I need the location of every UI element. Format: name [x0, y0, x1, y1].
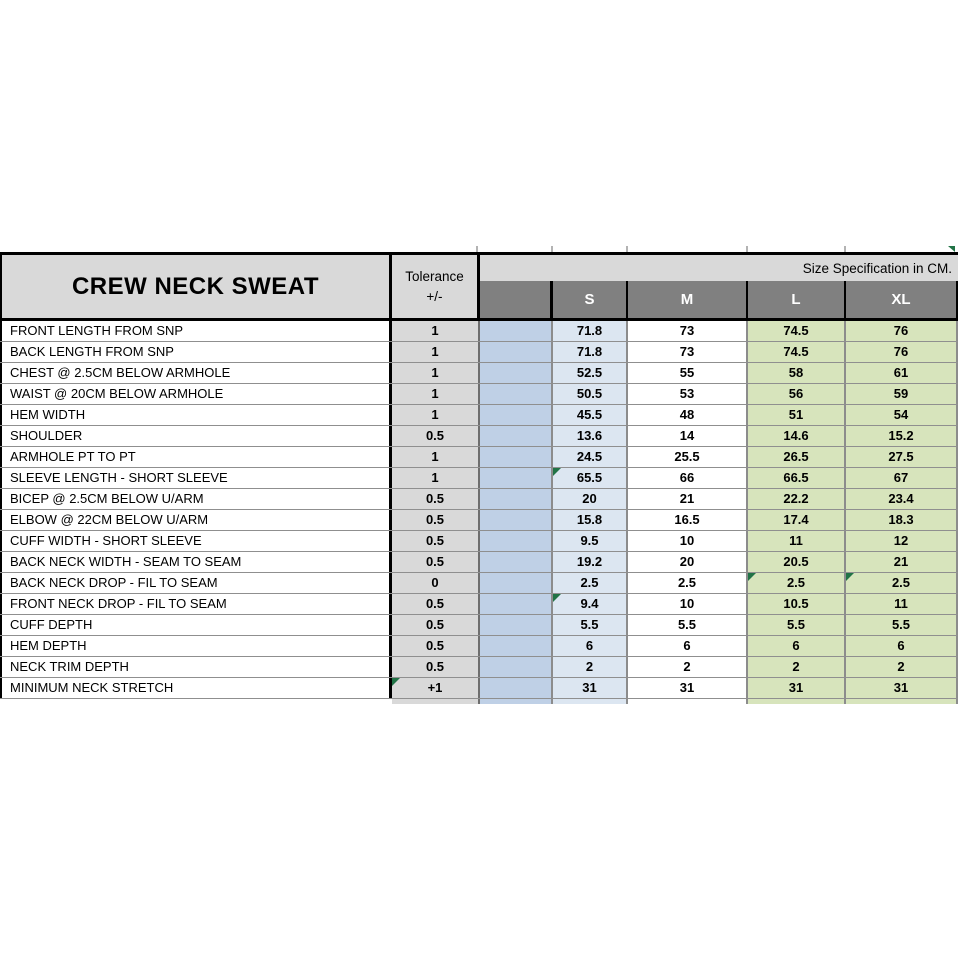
cell-text: 0.5 [425, 617, 445, 632]
size-value-cell-l[interactable] [748, 636, 846, 656]
spacer-cell[interactable] [480, 615, 553, 635]
cell-text: 19.2 [576, 554, 603, 569]
cell-text: 23.4 [888, 491, 914, 506]
size-spec-band-label: Size Specification in CM. [802, 260, 952, 276]
spacer-cell[interactable] [480, 657, 553, 677]
tolerance-cell[interactable] [392, 468, 480, 488]
cell-text: 6 [792, 638, 800, 653]
size-value-cell-s[interactable] [553, 615, 628, 635]
spacer-cell[interactable] [480, 384, 553, 404]
spec-label-cell[interactable] [0, 615, 392, 635]
spacer-cell[interactable] [480, 573, 553, 593]
tolerance-header-line2: +/- [426, 288, 443, 304]
cell-text: 15.8 [576, 512, 603, 527]
cell-text: 5.5 [786, 617, 806, 632]
size-value-cell-l[interactable] [748, 321, 846, 341]
spacer-cell[interactable] [480, 678, 553, 698]
spec-row [0, 552, 958, 573]
cell-text: 73 [679, 344, 695, 359]
spec-label-cell[interactable] [0, 489, 392, 509]
size-value-cell-xl[interactable] [846, 615, 958, 635]
cell-text: 20 [679, 554, 695, 569]
cell-text: 5.5 [891, 617, 911, 632]
cell-text: 5.5 [677, 617, 697, 632]
cell-text: 27.5 [888, 449, 914, 464]
size-value-cell-l[interactable] [748, 489, 846, 509]
cell-text: HEM WIDTH [10, 407, 86, 422]
cell-text: BACK LENGTH FROM SNP [10, 344, 174, 359]
size-value-cell-xl[interactable] [846, 447, 958, 467]
error-marker-icon [553, 468, 561, 476]
size-value-cell-l[interactable] [748, 531, 846, 551]
cell-text: 48 [679, 407, 695, 422]
error-marker-icon [553, 594, 561, 602]
error-marker-icon [392, 678, 400, 686]
cell-text: 1 [431, 470, 439, 485]
spec-label-cell[interactable] [0, 636, 392, 656]
tolerance-cell[interactable] [392, 573, 480, 593]
cell-text: ELBOW @ 22CM BELOW U/ARM [10, 512, 209, 527]
error-marker-icon [846, 573, 854, 581]
spacer-cell[interactable] [480, 552, 553, 572]
cell-text: 2 [585, 659, 594, 674]
cell-text: +1 [427, 680, 443, 695]
size-value-cell-l[interactable] [748, 573, 846, 593]
size-value-cell-m[interactable] [628, 552, 748, 572]
size-value-cell-l[interactable] [748, 468, 846, 488]
size-value-cell-xl[interactable] [846, 510, 958, 530]
tolerance-cell[interactable] [392, 657, 480, 677]
size-value-cell-s[interactable] [553, 384, 628, 404]
partial-cell [846, 699, 958, 704]
cell-text: HEM DEPTH [10, 638, 87, 653]
cell-text: 2.5 [580, 575, 599, 590]
size-value-cell-xl[interactable] [846, 678, 958, 698]
cell-text: 71.8 [576, 344, 603, 359]
cell-text: 24.5 [576, 449, 603, 464]
size-value-cell-xl[interactable] [846, 384, 958, 404]
cell-text: 66.5 [783, 470, 809, 485]
cell-text: WAIST @ 20CM BELOW ARMHOLE [10, 386, 224, 401]
cell-text: 20.5 [783, 554, 809, 569]
spacer-cell[interactable] [480, 489, 553, 509]
spec-row [0, 321, 958, 342]
size-value-cell-s[interactable] [553, 489, 628, 509]
cell-text: 14.6 [783, 428, 809, 443]
size-header-row [480, 281, 958, 318]
size-value-cell-l[interactable] [748, 447, 846, 467]
cell-text: 2 [897, 659, 905, 674]
tolerance-cell[interactable] [392, 342, 480, 362]
spacer-cell[interactable] [480, 468, 553, 488]
spacer-cell[interactable] [480, 321, 553, 341]
size-value-cell-l[interactable] [748, 405, 846, 425]
partial-cell [553, 699, 628, 704]
cell-text: 66 [679, 470, 695, 485]
cell-text: 71.8 [576, 323, 603, 338]
size-value-cell-m[interactable] [628, 636, 748, 656]
cell-text: 2.5 [786, 575, 806, 590]
size-value-cell-m[interactable] [628, 447, 748, 467]
size-value-cell-l[interactable] [748, 426, 846, 446]
size-value-cell-s[interactable] [553, 468, 628, 488]
spec-label-cell[interactable] [0, 531, 392, 551]
size-value-cell-m[interactable] [628, 678, 748, 698]
size-value-cell-s[interactable] [553, 678, 628, 698]
cell-text: 1 [431, 365, 439, 380]
size-value-cell-s[interactable] [553, 447, 628, 467]
cell-text: 21 [893, 554, 909, 569]
size-value-cell-l[interactable] [748, 615, 846, 635]
cell-text: BACK NECK DROP - FIL TO SEAM [10, 575, 218, 590]
size-value-cell-xl[interactable] [846, 405, 958, 425]
partial-cell [392, 699, 480, 704]
size-value-cell-m[interactable] [628, 363, 748, 383]
cell-text: 26.5 [783, 449, 809, 464]
size-value-cell-s[interactable] [553, 552, 628, 572]
spacer-cell[interactable] [480, 531, 553, 551]
col-header-m-label: M [680, 291, 694, 308]
spec-row [0, 447, 958, 468]
spec-label-cell[interactable] [0, 363, 392, 383]
cell-text: 12 [893, 533, 909, 548]
cell-text: 1 [431, 386, 439, 401]
cell-text: 1 [431, 323, 439, 338]
spec-label-cell[interactable] [0, 678, 392, 698]
partial-cell [480, 699, 553, 704]
cell-text: 0.5 [425, 533, 445, 548]
cell-text: 20 [582, 491, 597, 506]
col-header-blank[interactable] [480, 281, 550, 318]
spec-label-cell[interactable] [0, 321, 392, 341]
tolerance-cell[interactable] [392, 678, 480, 698]
size-value-cell-s[interactable] [553, 426, 628, 446]
cell-text: 9.5 [580, 533, 599, 548]
size-value-cell-m[interactable] [628, 531, 748, 551]
cell-text: 45.5 [576, 407, 603, 422]
spec-row [0, 363, 958, 384]
tolerance-cell[interactable] [392, 531, 480, 551]
cell-text: 6 [683, 638, 691, 653]
size-value-cell-m[interactable] [628, 594, 748, 614]
spec-row [0, 342, 958, 363]
spacer-cell[interactable] [480, 447, 553, 467]
cell-text: 50.5 [576, 386, 603, 401]
cell-text: 1 [431, 344, 439, 359]
size-value-cell-xl[interactable] [846, 321, 958, 341]
size-value-cell-l[interactable] [748, 342, 846, 362]
cell-text: 16.5 [674, 512, 700, 527]
cell-text: 17.4 [783, 512, 809, 527]
cell-text: 18.3 [888, 512, 914, 527]
tolerance-cell[interactable] [392, 321, 480, 341]
spec-label-cell[interactable] [0, 426, 392, 446]
spec-label-cell[interactable] [0, 510, 392, 530]
cell-text: 0.5 [425, 596, 445, 611]
size-value-cell-xl[interactable] [846, 657, 958, 677]
tolerance-cell[interactable] [392, 636, 480, 656]
col-header-xl-label: XL [891, 291, 911, 308]
spec-row [0, 594, 958, 615]
tolerance-cell[interactable] [392, 405, 480, 425]
cell-text: 10 [679, 533, 695, 548]
col-header-xl[interactable] [846, 281, 956, 318]
cutoff-partial-row [0, 699, 958, 704]
cell-text: 5.5 [580, 617, 599, 632]
cell-text: 2.5 [891, 575, 911, 590]
cell-text: 6 [897, 638, 905, 653]
spec-label-cell[interactable] [0, 657, 392, 677]
cell-text: 58 [788, 365, 804, 380]
error-marker-icon [748, 573, 756, 581]
table-title-cell[interactable] [0, 255, 392, 318]
cell-text: 74.5 [783, 344, 809, 359]
cell-text: 31 [582, 680, 597, 695]
spec-row [0, 657, 958, 678]
size-value-cell-m[interactable] [628, 657, 748, 677]
spec-row [0, 531, 958, 552]
size-value-cell-m[interactable] [628, 342, 748, 362]
cell-text: ARMHOLE PT TO PT [10, 449, 136, 464]
size-value-cell-xl[interactable] [846, 342, 958, 362]
cell-text: 31 [893, 680, 909, 695]
table-body [0, 321, 958, 704]
spacer-cell[interactable] [480, 636, 553, 656]
spacer-cell[interactable] [480, 342, 553, 362]
partial-cell [748, 699, 846, 704]
size-value-cell-xl[interactable] [846, 552, 958, 572]
size-value-cell-l[interactable] [748, 678, 846, 698]
cell-text: 9.4 [580, 596, 599, 611]
cell-text: FRONT NECK DROP - FIL TO SEAM [10, 596, 227, 611]
size-value-cell-l[interactable] [748, 363, 846, 383]
cell-text: SHOULDER [10, 428, 83, 443]
col-header-s-label: S [584, 291, 595, 308]
size-value-cell-m[interactable] [628, 510, 748, 530]
spec-row [0, 468, 958, 489]
size-value-cell-xl[interactable] [846, 573, 958, 593]
spec-row [0, 489, 958, 510]
cell-text: 21 [679, 491, 695, 506]
cell-text: 0 [431, 575, 439, 590]
size-value-cell-s[interactable] [553, 657, 628, 677]
size-value-cell-s[interactable] [553, 342, 628, 362]
tolerance-cell[interactable] [392, 426, 480, 446]
cell-text: 0.5 [425, 428, 445, 443]
cell-text: 2 [683, 659, 691, 674]
size-value-cell-s[interactable] [553, 531, 628, 551]
tolerance-header-cell[interactable] [392, 255, 480, 318]
spec-row [0, 405, 958, 426]
cell-text: 14 [679, 428, 695, 443]
spec-label-cell[interactable] [0, 447, 392, 467]
spec-label-cell[interactable] [0, 405, 392, 425]
cell-text: 10 [679, 596, 695, 611]
size-value-cell-s[interactable] [553, 636, 628, 656]
cell-text: 11 [789, 533, 803, 548]
cell-text: 73 [679, 323, 695, 338]
col-header-l-label: L [791, 291, 801, 308]
tolerance-cell[interactable] [392, 363, 480, 383]
spec-label-cell[interactable] [0, 384, 392, 404]
cell-text: 2 [792, 659, 800, 674]
spec-row [0, 678, 958, 699]
spec-row [0, 636, 958, 657]
cell-text: 31 [788, 680, 804, 695]
size-value-cell-m[interactable] [628, 384, 748, 404]
cell-text: 0.5 [425, 491, 445, 506]
spacer-cell[interactable] [480, 405, 553, 425]
size-value-cell-m[interactable] [628, 489, 748, 509]
cell-text: CUFF DEPTH [10, 617, 93, 632]
cell-text: 1 [431, 449, 439, 464]
cell-text: SLEEVE LENGTH - SHORT SLEEVE [10, 470, 228, 485]
cell-text: CUFF WIDTH - SHORT SLEEVE [10, 533, 202, 548]
spec-label-cell[interactable] [0, 594, 392, 614]
cell-text: 15.2 [888, 428, 914, 443]
cell-text: 10.5 [783, 596, 809, 611]
spec-row [0, 384, 958, 405]
spacer-cell[interactable] [480, 426, 553, 446]
partial-cell [628, 699, 748, 704]
size-value-cell-xl[interactable] [846, 489, 958, 509]
size-value-cell-s[interactable] [553, 510, 628, 530]
table-title: CREW NECK SWEAT [71, 272, 320, 300]
tolerance-cell[interactable] [392, 384, 480, 404]
spec-row [0, 615, 958, 636]
cell-text: 59 [893, 386, 909, 401]
cell-text: 55 [679, 365, 695, 380]
spec-label-cell[interactable] [0, 573, 392, 593]
spacer-cell[interactable] [480, 363, 553, 383]
cell-text: 52.5 [576, 365, 603, 380]
spec-row [0, 573, 958, 594]
cell-text: 56 [788, 386, 804, 401]
tolerance-cell[interactable] [392, 510, 480, 530]
size-value-cell-xl[interactable] [846, 468, 958, 488]
size-value-cell-s[interactable] [553, 405, 628, 425]
size-value-cell-m[interactable] [628, 321, 748, 341]
size-value-cell-l[interactable] [748, 594, 846, 614]
tolerance-cell[interactable] [392, 594, 480, 614]
size-value-cell-l[interactable] [748, 510, 846, 530]
cell-text: 74.5 [783, 323, 809, 338]
cell-text: 0.5 [425, 638, 445, 653]
tolerance-header-line1: Tolerance [405, 268, 464, 284]
size-value-cell-m[interactable] [628, 426, 748, 446]
cell-text: 22.2 [783, 491, 809, 506]
cell-text: 2.5 [677, 575, 697, 590]
spec-label-cell[interactable] [0, 468, 392, 488]
cell-text: MINIMUM NECK STRETCH [10, 680, 174, 695]
cell-text: 51 [788, 407, 804, 422]
cell-text: CHEST @ 2.5CM BELOW ARMHOLE [10, 365, 231, 380]
col-header-s[interactable] [553, 281, 626, 318]
cell-text: 61 [893, 365, 909, 380]
tolerance-cell[interactable] [392, 552, 480, 572]
cell-text: BICEP @ 2.5CM BELOW U/ARM [10, 491, 204, 506]
cell-text: 0.5 [425, 659, 445, 674]
cell-text: 11 [894, 596, 908, 611]
tolerance-cell[interactable] [392, 489, 480, 509]
size-value-cell-m[interactable] [628, 615, 748, 635]
size-value-cell-s[interactable] [553, 321, 628, 341]
spec-label-cell[interactable] [0, 552, 392, 572]
cell-text: 13.6 [576, 428, 603, 443]
spacer-cell[interactable] [480, 510, 553, 530]
size-value-cell-m[interactable] [628, 405, 748, 425]
spec-label-cell[interactable] [0, 342, 392, 362]
cell-text: 0.5 [425, 554, 445, 569]
cell-text: 1 [431, 407, 439, 422]
cell-text: 31 [679, 680, 695, 695]
spec-row [0, 510, 958, 531]
col-header-l[interactable] [748, 281, 844, 318]
size-value-cell-m[interactable] [628, 468, 748, 488]
size-value-cell-xl[interactable] [846, 426, 958, 446]
size-value-cell-s[interactable] [553, 573, 628, 593]
size-value-cell-s[interactable] [553, 594, 628, 614]
size-value-cell-s[interactable] [553, 363, 628, 383]
spacer-cell[interactable] [480, 594, 553, 614]
cell-text: 53 [679, 386, 695, 401]
size-value-cell-l[interactable] [748, 552, 846, 572]
cell-text: 76 [893, 323, 909, 338]
cell-text: 65.5 [576, 470, 603, 485]
size-spec-band[interactable] [480, 255, 958, 281]
size-spec-sheet [0, 246, 958, 704]
size-value-cell-l[interactable] [748, 657, 846, 677]
cell-text: 76 [893, 344, 909, 359]
tolerance-cell[interactable] [392, 447, 480, 467]
cell-text: NECK TRIM DEPTH [10, 659, 129, 674]
col-header-m[interactable] [628, 281, 746, 318]
size-value-cell-xl[interactable] [846, 531, 958, 551]
cell-text: 67 [893, 470, 909, 485]
cell-text: 0.5 [425, 512, 445, 527]
cell-text: BACK NECK WIDTH - SEAM TO SEAM [10, 554, 242, 569]
size-value-cell-l[interactable] [748, 384, 846, 404]
size-value-cell-xl[interactable] [846, 594, 958, 614]
cell-text: 6 [585, 638, 594, 653]
size-value-cell-xl[interactable] [846, 363, 958, 383]
cell-text: 54 [893, 407, 909, 422]
cell-text: 25.5 [674, 449, 700, 464]
cell-text: FRONT LENGTH FROM SNP [10, 323, 184, 338]
size-value-cell-m[interactable] [628, 573, 748, 593]
spec-row [0, 426, 958, 447]
tolerance-cell[interactable] [392, 615, 480, 635]
size-value-cell-xl[interactable] [846, 636, 958, 656]
